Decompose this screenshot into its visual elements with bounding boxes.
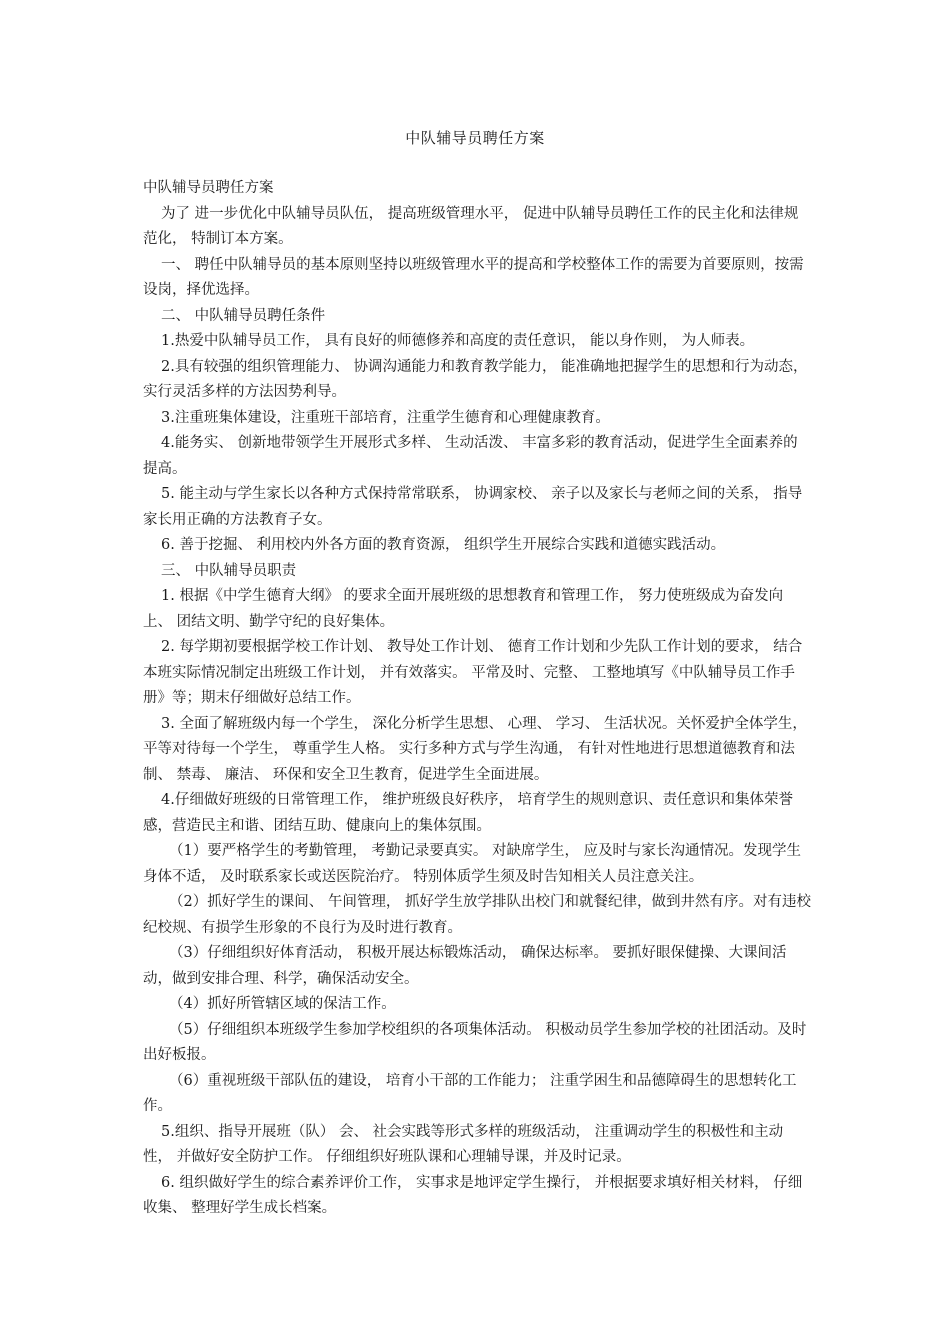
paragraph: 1.热爱中队辅导员工作， 具有良好的师德修养和高度的责任意识， 能以身作则， 为人师表。	[161, 333, 755, 349]
paragraph: （2）抓好学生的课间、 午间管理， 抓好学生放学排队出校门和就餐纪律，做到井然有序。对有违校纪校规、有损学生形象的不良行为及时进行教育。	[143, 894, 811, 936]
document-body	[143, 176, 811, 1222]
paragraph: （3）仔细组织好体育活动， 积极开展达标锻炼活动， 确保达标率。 要抓好眼保健操、大课间活动，做到安排合理、科学，确保活动安全。	[143, 945, 787, 987]
paragraph: 三、 中队辅导员职责	[161, 562, 297, 579]
paragraph: 一、 聘任中队辅导员的基本原则坚持以班级管理水平的提高和学校整体工作的需要为首要原则，按需设岗，择优选择。	[143, 256, 804, 298]
paragraph: 5.组织、指导开展班（队） 会、 社会实践等形式多样的班级活动， 注重调动学生的积极性和主动性， 并做好安全防护工作。 仔细组织好班队课和心理辅导课，并及时记录。	[143, 1123, 784, 1165]
paragraph: 3.注重班集体建设，注重班干部培育，注重学生德育和心理健康教育。	[161, 409, 610, 426]
paragraph: 6. 组织做好学生的综合素养评价工作， 实事求是地评定学生操行， 并根据要求填好相关材料， 仔细收集、 整理好学生成长档案。	[143, 1174, 803, 1216]
paragraph: （4）抓好所管辖区域的保洁工作。	[169, 996, 396, 1012]
paragraph: 1. 根据《中学生德育大纲》 的要求全面开展班级的思想教育和管理工作， 努力使班级成为奋发向上、 团结文明、勤学守纪的良好集体。	[143, 588, 784, 630]
paragraph: 4.仔细做好班级的日常管理工作， 维护班级良好秩序， 培育学生的规则意识、责任意识和集体荣誉感，营造民主和谐、团结互助、健康向上的集体氛围。	[143, 792, 794, 834]
paragraph: （5）仔细组织本班级学生参加学校组织的各项集体活动。 积极动员学生参加学校的社团活动。及时出好板报。	[143, 1021, 807, 1063]
paragraph: 2.具有较强的组织管理能力、 协调沟通能力和教育教学能力， 能准确地把握学生的思想和行为动态，实行灵活多样的方法因势利导。	[143, 358, 808, 400]
paragraph: 4.能务实、 创新地带领学生开展形式多样、 生动活泼、 丰富多彩的教育活动，促进学生全面素养的提高。	[143, 435, 798, 477]
paragraph: 3. 全面了解班级内每一个学生， 深化分析学生思想、 心理、 学习、 生活状况。关怀爱护全体学生， 平等对待每一个学生， 尊重学生人格。 实行多种方式与学生沟通， 有针对性地进行思想道德教育和法制、 禁毒、 廉洁、 环保和安全卫生教育，促进学生全面进展。	[143, 715, 807, 783]
paragraph: 5. 能主动与学生家长以各种方式保持常常联系， 协调家校、 亲子以及家长与老师之间的关系， 指导家长用正确的方法教育子女。	[143, 486, 803, 528]
paragraph: 2. 每学期初要根据学校工作计划、 教导处工作计划、 德育工作计划和少先队工作计划的要求， 结合本班实际情况制定出班级工作计划， 并有效落实。 平常及时、完整、 工整地填写《中队辅导员工作手册》等；期末仔细做好总结工作。	[143, 639, 803, 706]
paragraph: 二、 中队辅导员聘任条件	[161, 307, 326, 324]
paragraph: 中队辅导员聘任方案	[143, 180, 274, 196]
paragraph: （1）要严格学生的考勤管理， 考勤记录要真实。 对缺席学生， 应及时与家长沟通情况。发现学生身体不适， 及时联系家长或送医院治疗。 特别体质学生须及时告知相关人员注意关注。	[143, 843, 802, 885]
paragraph: 6. 善于挖掘、 利用校内外各方面的教育资源， 组织学生开展综合实践和道德实践活动。	[161, 537, 726, 553]
document-title: 中队辅导员聘任方案	[405, 129, 545, 147]
paragraph: （6）重视班级干部队伍的建设， 培育小干部的工作能力； 注重学困生和品德障碍生的思想转化工作。	[143, 1072, 797, 1114]
paragraph: 为了 进一步优化中队辅导员队伍， 提高班级管理水平， 促进中队辅导员聘任工作的民主化和法律规范化， 特制订本方案。	[143, 205, 799, 247]
